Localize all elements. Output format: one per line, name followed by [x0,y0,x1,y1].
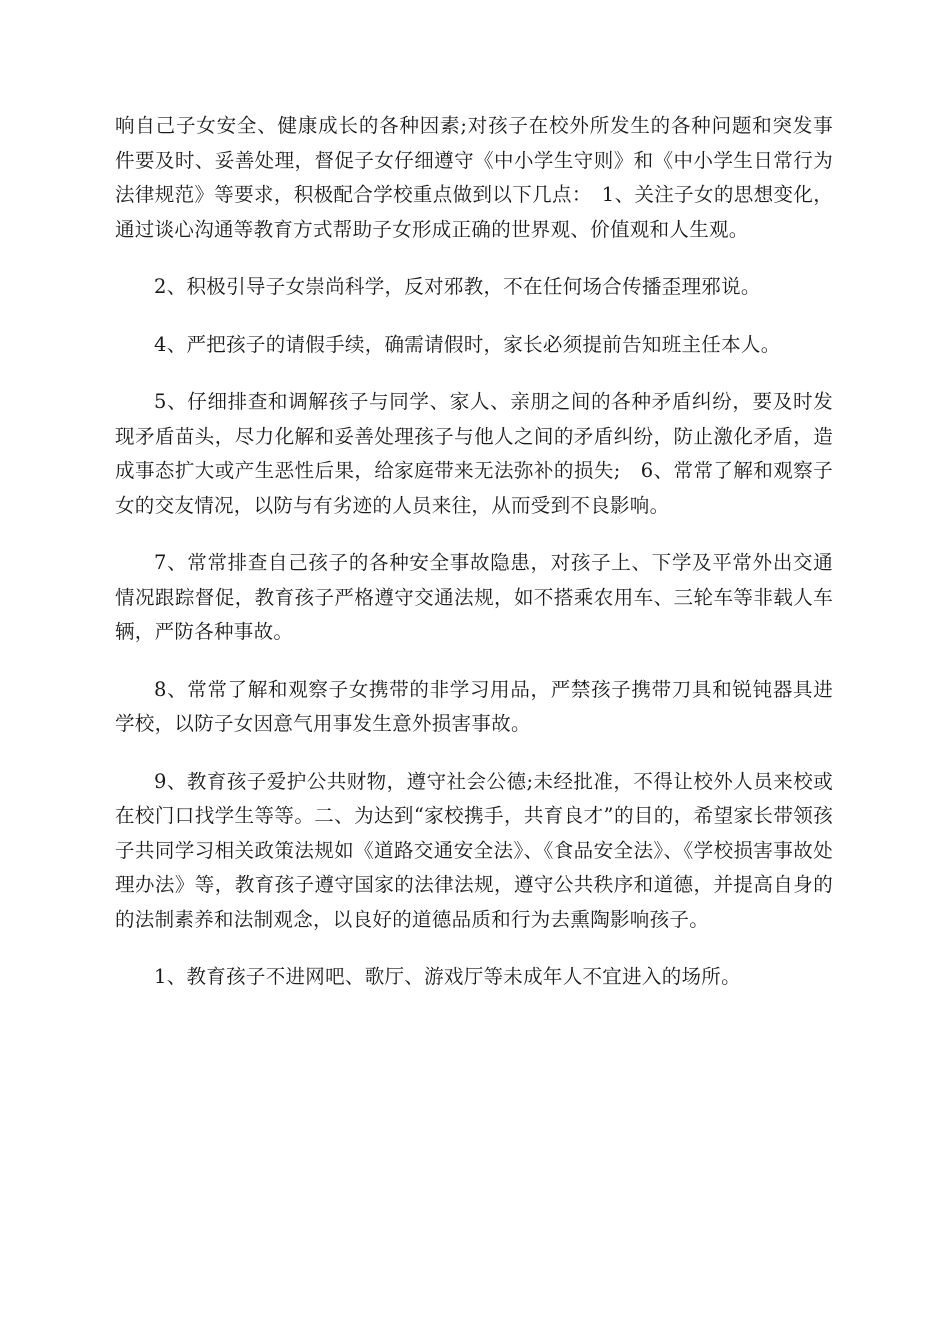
paragraph-item-7: 7、常常排查自己孩子的各种安全事故隐患，对孩子上、下学及平常外出交通情况跟踪督促，教育孩子严格遵守交通法规，如不搭乘农用车、三轮车等非载人车辆，严防各种事故。 [115,551,833,643]
paragraph-item-4: 4、严把孩子的请假手续，确需请假时，家长必须提前告知班主任本人。 [154,332,781,356]
paragraph-continuation: 响自己子女安全、健康成长的各种因素;对孩子在校外所发生的各种问题和突发事件要及时、妥善处理，督促子女仔细遵守《中小学生守则》和《中小学生日常行为法律规范》等要求，积极配合学校重点做到以下几点： 1、关注子女的思想变化，通过谈心沟通等教育方式帮助子女形成正确的世界观、价值观和人生观。 [115,114,833,241]
paragraph-item-2: 2、积极引导子女崇尚科学，反对邪教，不在任何场合传播歪理邪说。 [154,275,761,298]
paragraph-item-1: 1、教育孩子不进网吧、歌厅、游戏厅等未成年人不宜进入的场所。 [154,965,741,988]
paragraph-item-9: 9、教育孩子爱护公共财物，遵守社会公德;未经批准，不得让校外人员来校或在校门口找学生等等。二、为达到“家校携手，共育良才”的目的，希望家长带领孩子共同学习相关政策法规如《道路交通安全法》、《食品安全法》、《学校损害事故处理办法》等，教育孩子遵守国家的法律法规，遵守公共秩序和道德，并提高自身的的法制素养和法制观念，以良好的道德品质和行为去熏陶影响孩子。 [115,769,833,931]
paragraph-item-8: 8、常常了解和观察子女携带的非学习用品，严禁孩子携带刀具和锐钝器具进学校，以防子女因意气用事发生意外损害事故。 [115,677,833,735]
document-body [115,109,833,995]
paragraph-item-5: 5、仔细排查和调解孩子与同学、家人、亲朋之间的各种矛盾纠纷，要及时发现矛盾苗头，尽力化解和妥善处理孩子与他人之间的矛盾纠纷，防止激化矛盾，造成事态扩大或产生恶性后果，给家庭带来无法弥补的损失; 6、常常了解和观察子女的交友情况，以防与有劣迹的人员来往，从而受到不良影响。 [115,390,833,517]
